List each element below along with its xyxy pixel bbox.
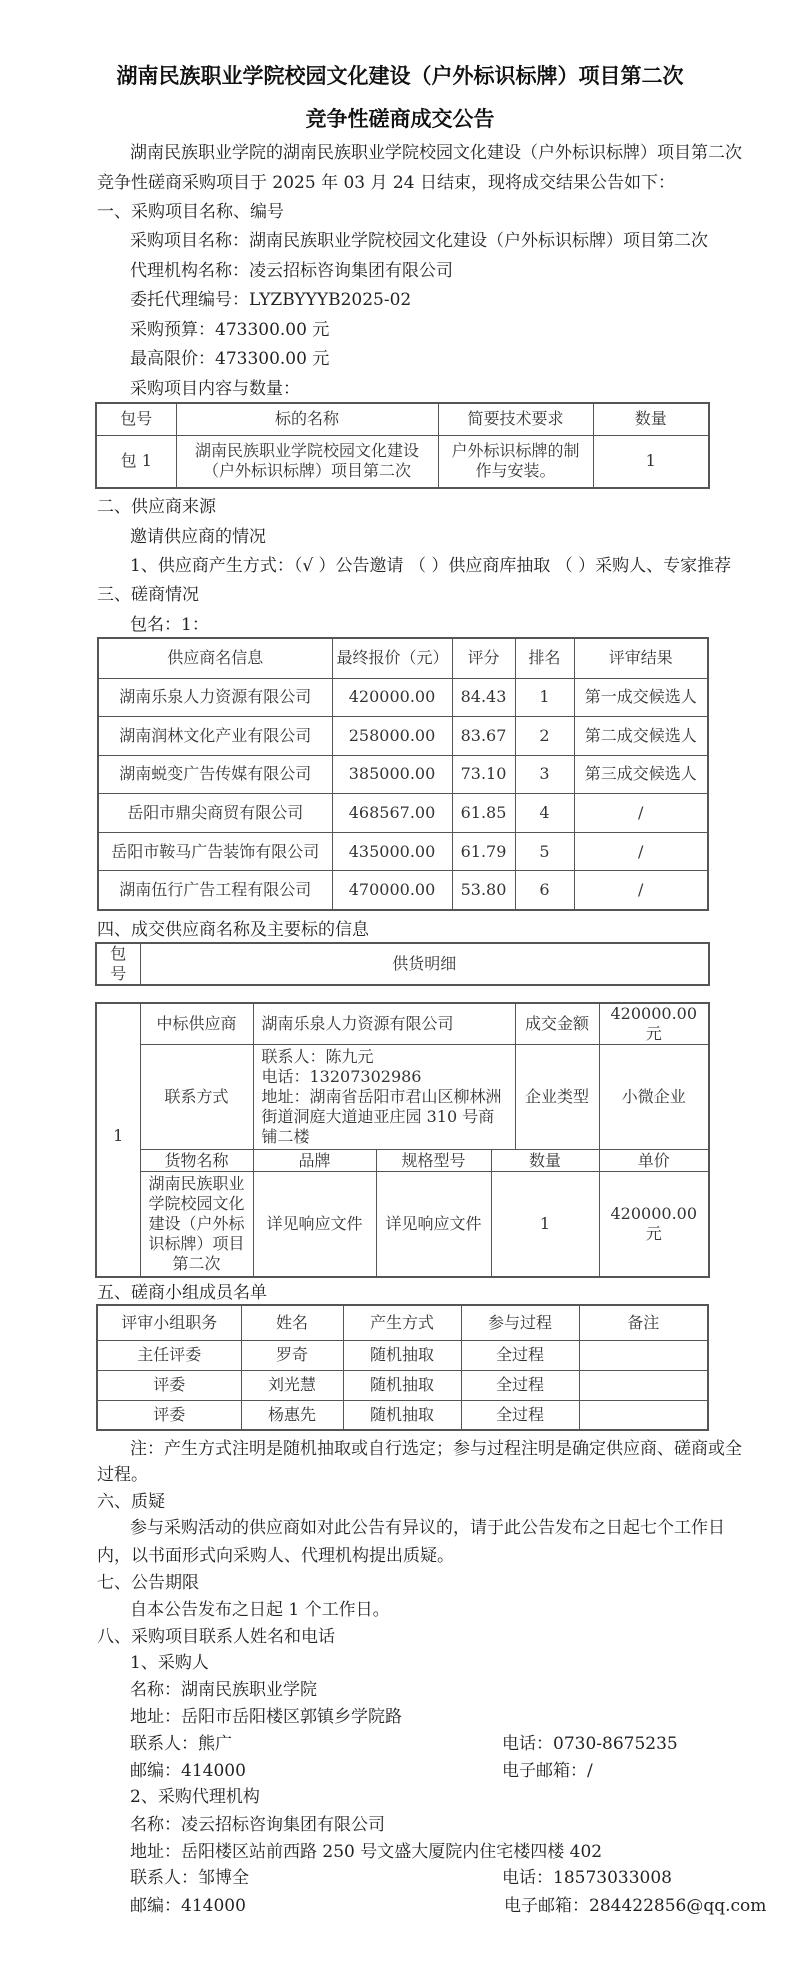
table-cell: 84.43 xyxy=(452,678,515,717)
project-name: 采购项目名称：湖南民族职业学院校园文化建设（户外标识标牌）项目第二次 xyxy=(130,231,708,251)
contact-phone: 电话：13207302986 xyxy=(261,1067,422,1086)
table-cell: 杨惠先 xyxy=(241,1400,343,1430)
agency-contact: 联系人：邹博全 xyxy=(130,1868,249,1888)
agency-email: 电子邮箱：284422856@qq.com xyxy=(504,1896,767,1916)
amount-value: 420000.00 元 xyxy=(599,1003,709,1045)
contact-info xyxy=(253,1045,515,1150)
table-row xyxy=(98,871,708,910)
quantity-cell: 1 xyxy=(593,435,709,488)
supplier-method: 1、供应商产生方式：（√ ）公告邀请 （ ）供应商库抽取 （ ）采购人、专家推荐 xyxy=(130,556,732,576)
goods-header: 规格型号 xyxy=(376,1150,491,1172)
header-cell: 排名 xyxy=(515,638,574,678)
table-row xyxy=(97,1370,708,1400)
buyer-label: 1、采购人 xyxy=(130,1653,209,1673)
header-cell: 标的名称 xyxy=(176,403,438,435)
agency-address: 地址：岳阳楼区站前西路 250 号文盛大厦院内住宅楼四楼 402 xyxy=(130,1842,603,1862)
header-package: 包号 xyxy=(96,943,140,985)
goods-quantity: 1 xyxy=(491,1172,599,1277)
content-label: 采购项目内容与数量： xyxy=(130,379,300,399)
table-cell: 随机抽取 xyxy=(343,1400,461,1430)
table-row xyxy=(98,832,708,871)
section-5-heading: 五、磋商小组成员名单 xyxy=(97,1283,267,1303)
supply-header-table xyxy=(95,942,710,986)
max-price: 最高限价：473300.00 元 xyxy=(130,349,330,369)
contact-address: 地址：湖南省岳阳市君山区柳林洲街道洞庭大道迪亚庄园 310 号商铺二楼 xyxy=(261,1087,502,1146)
header-cell: 姓名 xyxy=(241,1305,343,1340)
table-cell: 湖南乐泉人力资源有限公司 xyxy=(98,678,332,717)
table-cell: 全过程 xyxy=(461,1370,579,1400)
table-row xyxy=(97,1400,708,1430)
section-2-heading: 二、供应商来源 xyxy=(97,497,216,517)
table-cell: 6 xyxy=(515,871,574,910)
goods-header: 单价 xyxy=(599,1150,709,1172)
section-3-heading: 三、磋商情况 xyxy=(97,585,199,605)
table-cell: 湖南伍行广告工程有限公司 xyxy=(98,871,332,910)
goods-header: 货物名称 xyxy=(140,1150,253,1172)
header-cell: 备注 xyxy=(579,1305,708,1340)
goods-brand: 详见响应文件 xyxy=(253,1172,376,1277)
table-cell: 73.10 xyxy=(452,755,515,794)
budget: 采购预算：473300.00 元 xyxy=(130,320,330,340)
buyer-name: 名称：湖南民族职业学院 xyxy=(130,1680,317,1700)
table-cell: 罗奇 xyxy=(241,1340,343,1370)
table-cell: 468567.00 xyxy=(332,794,452,833)
title-line-2: 竞争性磋商成交公告 xyxy=(305,107,495,131)
header-cell: 最终报价（元） xyxy=(332,638,452,678)
item-name-cell: 湖南民族职业学院校园文化建设（户外标识标牌）项目第二次 xyxy=(176,435,438,488)
buyer-phone: 电话：0730-8675235 xyxy=(502,1734,678,1754)
table-cell: 湖南蜕变广告传媒有限公司 xyxy=(98,755,332,794)
section-4-heading: 四、成交供应商名称及主要标的信息 xyxy=(97,920,369,940)
contact-person: 联系人：陈九元 xyxy=(261,1047,374,1066)
table-cell: 刘光慧 xyxy=(241,1370,343,1400)
table-row xyxy=(97,1340,708,1370)
notice-period: 自本公告发布之日起 1 个工作日。 xyxy=(130,1600,390,1620)
table-cell: / xyxy=(574,794,708,833)
table-cell: 385000.00 xyxy=(332,755,452,794)
buyer-address: 地址：岳阳市岳阳楼区郭镇乡学院路 xyxy=(130,1707,402,1727)
table-cell: 420000.00 xyxy=(332,678,452,717)
intro-line-1: 湖南民族职业学院的湖南民族职业学院校园文化建设（户外标识标牌）项目第二次 xyxy=(130,143,742,163)
package-cell: 包 1 xyxy=(96,435,176,488)
amount-label: 成交金额 xyxy=(515,1003,599,1045)
header-supply-detail: 供货明细 xyxy=(140,943,709,985)
table-cell: 1 xyxy=(515,678,574,717)
header-cell: 包号 xyxy=(96,403,176,435)
note-line-2: 过程。 xyxy=(97,1465,148,1485)
buyer-email: 电子邮箱：/ xyxy=(502,1761,593,1781)
table-cell xyxy=(579,1400,708,1430)
table-cell: 83.67 xyxy=(452,717,515,756)
table-cell: 3 xyxy=(515,755,574,794)
table-row xyxy=(98,717,708,756)
table-row xyxy=(98,755,708,794)
title-line-1: 湖南民族职业学院校园文化建设（户外标识标牌）项目第二次 xyxy=(116,64,684,88)
goods-price: 420000.00 元 xyxy=(599,1172,709,1277)
header-cell: 评审结果 xyxy=(574,638,708,678)
section-8-heading: 八、采购项目联系人姓名和电话 xyxy=(97,1627,335,1647)
table-cell: 随机抽取 xyxy=(343,1340,461,1370)
table-cell: 湖南润林文化产业有限公司 xyxy=(98,717,332,756)
package-name: 包名：1： xyxy=(130,615,209,635)
table-cell: 全过程 xyxy=(461,1400,579,1430)
table-cell: 53.80 xyxy=(452,871,515,910)
section-6-heading: 六、质疑 xyxy=(97,1492,165,1512)
contact-label: 联系方式 xyxy=(140,1045,253,1150)
winner-name: 湖南乐泉人力资源有限公司 xyxy=(253,1003,515,1045)
header-cell: 简要技术要求 xyxy=(438,403,593,435)
table-cell: 5 xyxy=(515,832,574,871)
table-row xyxy=(98,794,708,833)
negotiation-table xyxy=(97,637,709,911)
table-cell: 61.85 xyxy=(452,794,515,833)
objection-line-1: 参与采购活动的供应商如对此公告有异议的，请于此公告发布之日起七个工作日 xyxy=(130,1518,725,1538)
header-cell: 参与过程 xyxy=(461,1305,579,1340)
buyer-zip: 邮编：414000 xyxy=(130,1761,246,1781)
table-cell: / xyxy=(574,871,708,910)
table-cell: 主任评委 xyxy=(97,1340,241,1370)
table-row xyxy=(98,678,708,717)
table-cell xyxy=(579,1370,708,1400)
table-cell: 评委 xyxy=(97,1370,241,1400)
panel-table xyxy=(96,1304,709,1431)
package-number: 1 xyxy=(96,1003,140,1277)
header-cell: 评审小组职务 xyxy=(97,1305,241,1340)
agency-zip: 邮编：414000 xyxy=(130,1896,246,1916)
table-cell: 全过程 xyxy=(461,1340,579,1370)
content-table xyxy=(95,402,710,489)
table-cell: 4 xyxy=(515,794,574,833)
table-cell: 岳阳市鞍马广告装饰有限公司 xyxy=(98,832,332,871)
table-cell: 61.79 xyxy=(452,832,515,871)
agency-code: 委托代理编号：LYZBYYYB2025-02 xyxy=(130,290,412,310)
table-cell: / xyxy=(574,832,708,871)
table-cell: 435000.00 xyxy=(332,832,452,871)
supply-detail-table xyxy=(95,1002,710,1278)
goods-header: 品牌 xyxy=(253,1150,376,1172)
goods-spec: 详见响应文件 xyxy=(376,1172,491,1277)
table-cell: 第二成交候选人 xyxy=(574,717,708,756)
table-cell: 评委 xyxy=(97,1400,241,1430)
type-value: 小微企业 xyxy=(599,1045,709,1150)
objection-line-2: 内，以书面形式向采购人、代理机构提出质疑。 xyxy=(97,1546,454,1566)
goods-name: 湖南民族职业学院校园文化建设（户外标识标牌）项目第二次 xyxy=(140,1172,253,1277)
winner-label: 中标供应商 xyxy=(140,1003,253,1045)
buyer-contact: 联系人：熊广 xyxy=(130,1734,232,1754)
agency-label: 2、采购代理机构 xyxy=(130,1787,260,1807)
note-line-1: 注：产生方式注明是随机抽取或自行选定；参与过程注明是确定供应商、磋商或全 xyxy=(130,1439,742,1459)
table-cell xyxy=(579,1340,708,1370)
goods-header: 数量 xyxy=(491,1150,599,1172)
table-cell: 第三成交候选人 xyxy=(574,755,708,794)
header-cell: 供应商名信息 xyxy=(98,638,332,678)
table-cell: 2 xyxy=(515,717,574,756)
type-label: 企业类型 xyxy=(515,1045,599,1150)
header-cell: 数量 xyxy=(593,403,709,435)
table-cell: 岳阳市鼎尖商贸有限公司 xyxy=(98,794,332,833)
table-cell: 第一成交候选人 xyxy=(574,678,708,717)
invite-subheading: 邀请供应商的情况 xyxy=(130,527,266,547)
table-cell: 470000.00 xyxy=(332,871,452,910)
header-cell: 评分 xyxy=(452,638,515,678)
agency-phone: 电话：18573033008 xyxy=(502,1868,672,1888)
tech-req-cell: 户外标识标牌的制作与安装。 xyxy=(438,435,593,488)
agency-contact-name: 名称：凌云招标咨询集团有限公司 xyxy=(130,1815,385,1835)
section-7-heading: 七、公告期限 xyxy=(97,1573,199,1593)
header-cell: 产生方式 xyxy=(343,1305,461,1340)
intro-line-2: 竞争性磋商采购项目于 2025 年 03 月 24 日结束，现将成交结果公告如下： xyxy=(97,173,675,193)
table-cell: 258000.00 xyxy=(332,717,452,756)
table-cell: 随机抽取 xyxy=(343,1370,461,1400)
section-1-heading: 一、采购项目名称、编号 xyxy=(97,202,284,222)
agency-name: 代理机构名称：凌云招标咨询集团有限公司 xyxy=(130,261,453,281)
